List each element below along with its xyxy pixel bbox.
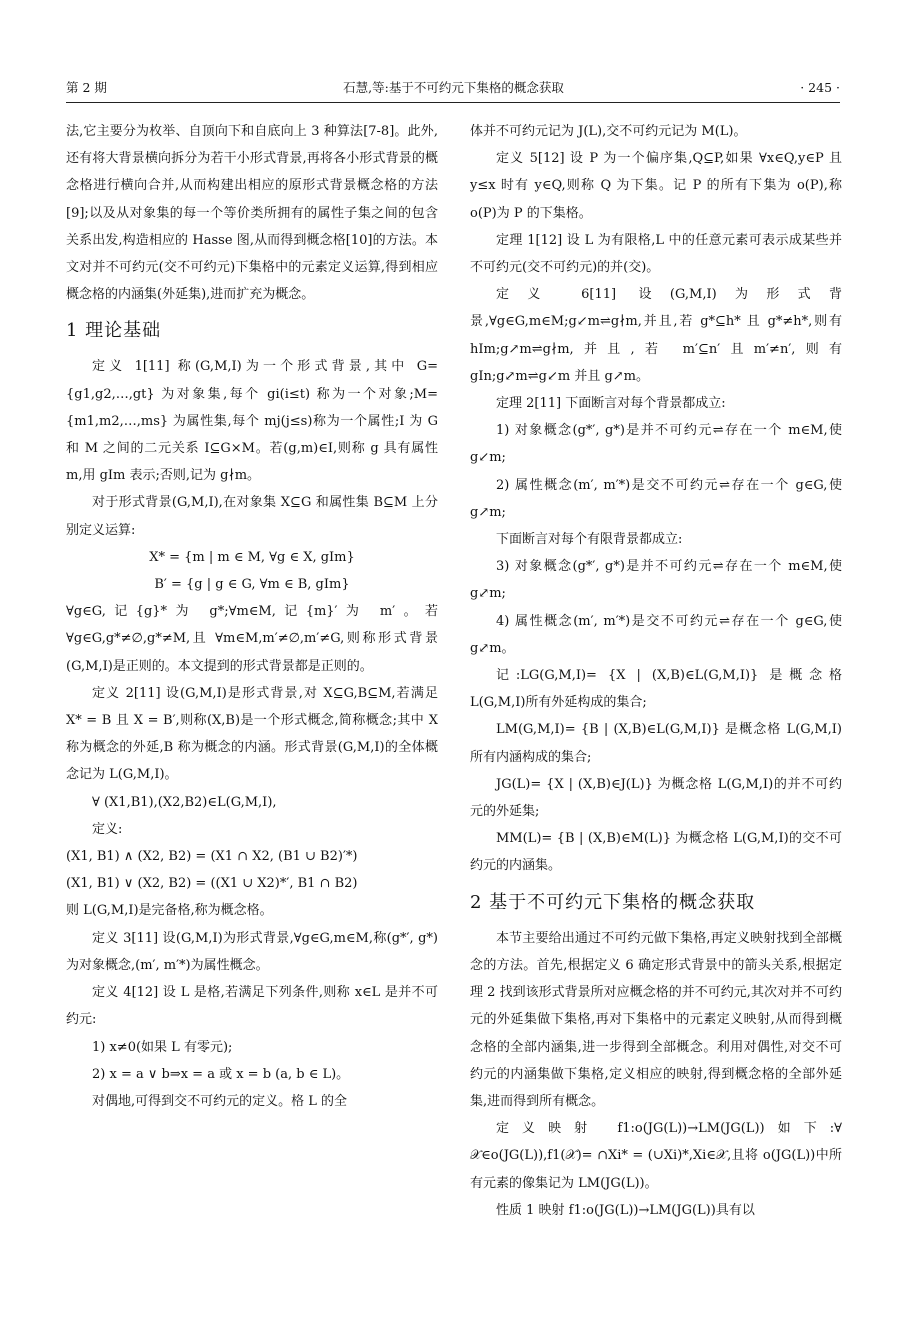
paragraph: 定理 1[12] 设 L 为有限格,L 中的任意元素可表示成某些并不可约元(交不可约元)的并(交)。 [470,232,842,276]
paragraph: 则 L(G,M,I)是完备格,称为概念格。 [66,903,273,919]
paragraph: 定义 6[11] 设(G,M,I)为形式背景,∀g∈G,m∈M;g↙m⇌g∤m,并且,若 g*⊆h* 且 g*≠h*,则有 hIm;g↗m⇌g∤m,并且,若 m′⊆n′且m′≠n′,则有 gIn;g⤢m⇌g↙m 并且 g↗m。 [470,287,842,384]
paragraph: 对于形式背景(G,M,I),在对象集 X⊆G 和属性集 B⊆M 上分别定义运算: [66,495,438,538]
paragraph: 性质 1 映射 f1:o(JG(L))→LM(JG(L))具有以 [496,1202,755,1218]
paragraph: 3) 对象概念(g*′, g*)是并不可约元⇌存在一个 m∈M,使 g⤢m; [470,559,842,602]
paragraph: 1) 对象概念(g*′, g*)是并不可约元⇌存在一个 m∈M,使 g↙m; [470,423,842,466]
paragraph: LM(G,M,I)= {B | (X,B)∈L(G,M,I)} 是概念格 L(G,M,I)所有内涵构成的集合; [470,722,842,765]
running-title: 石慧,等:基于不可约元下集格的概念获取 [343,80,564,95]
right-column [470,118,842,1224]
paragraph: ∀ (X1,B1),(X2,B2)∈L(G,M,I), [92,794,277,810]
paragraph: (X1, B1) ∧ (X2, B2) = (X1 ∩ X2, (B1 ∪ B2)′*) [66,849,358,865]
page-number: · 245 · [800,80,840,95]
left-column [66,118,438,1115]
paragraph: (X1, B1) ∨ (X2, B2) = ((X1 ∪ X2)*′, B1 ∩ B2) [66,876,358,892]
paragraph: 2) 属性概念(m′, m′*)是交不可约元⇌存在一个 g∈G,使 g↗m; [470,477,842,520]
issue-number: 第 2 期 [66,80,107,95]
paragraph: 体并不可约元记为 J(L),交不可约元记为 M(L)。 [470,124,747,139]
paragraph: 2) x = a ∨ b⇒x = a 或 x = b (a, b ∈ L)。 [92,1066,350,1082]
paragraph: 4) 属性概念(m′, m′*)是交不可约元⇌存在一个 g∈G,使 g⤢m。 [470,613,842,656]
paragraph: 下面断言对每个有限背景都成立: [496,532,683,548]
paragraph: 定理 2[11] 下面断言对每个背景都成立: [496,396,726,412]
paragraph: 定义 1[11] 称(G,M,I)为一个形式背景,其中 G={g1,g2,…,gt} 为对象集,每个 gi(i≤t) 称为一个对象;M={m1,m2,…,ms} 为属性集,每个 mj(j≤s)称为一个属性;I 为 G 和 M 之间的二元关系 I⊆G×M。若(g,m)∈I,则称 g 具有属性 m,用 gIm 表示;否则,记为 g∤m。 [66,359,438,484]
paragraph: 定义: [92,821,123,837]
paragraph: 1) x≠0(如果 L 有零元); [92,1039,233,1055]
paragraph: 定义 5[12] 设 P 为一个偏序集,Q⊆P,如果 ∀x∈Q,y∈P 且 y≤x 时有 y∈Q,则称 Q 为下集。记 P 的所有下集为 o(P),称 o(P)为 P 的下集格。 [470,151,842,221]
equation: B′ = {g | g ∈ G, ∀m ∈ B, gIm} [154,577,350,593]
paragraph: 定义 4[12] 设 L 是格,若满足下列条件,则称 x∈L 是并不可约元: [66,985,438,1028]
paragraph: 定义映射 f1:o(JG(L))→LM(JG(L))如下:∀ 𝒳∈o(JG(L)),f1(𝒳)= ∩Xi* = (∪Xi)*,Xi∈𝒳,且将 o(JG(L))中所有元素的像集记为 LM(JG(L))。 [470,1121,842,1191]
paragraph: JG(L)= {X | (X,B)∈J(L)} 为概念格 L(G,M,I)的并不可约元的外延集; [470,776,842,820]
paragraph: ∀g∈G,记{g}*为 g*;∀m∈M,记{m}′为 m′。若 ∀g∈G,g*≠∅,g*≠M,且 ∀m∈M,m′≠∅,m′≠G,则称形式背景(G,M,I)是正则的。本文提到的形式背景都是正则的。 [66,604,438,674]
paragraph: 记:LG(G,M,I)= {X | (X,B)∈L(G,M,I)} 是概念格 L(G,M,I)所有外延构成的集合; [470,668,842,711]
paragraph: 法,它主要分为枚举、自顶向下和自底向上 3 种算法[7-8]。此外,还有将大背景横向拆分为若干小形式背景,再将各小形式背景的概念格进行横向合并,从而构建出相应的原形式背景概念格的方法[9];以及从对象集的每一个等价类所拥有的属性子集之间的包含关系出发,构造相应的 Hasse 图,从而得到概念格[10]的方法。本文对并不可约元(交不可约元)下集格中的元素定义运算,得到相应概念格的内涵集(外延集),进而扩充为概念。 [66,124,438,303]
paragraph: 定义 2[11] 设(G,M,I)是形式背景,对 X⊆G,B⊆M,若满足 X* = B 且 X = B′,则称(X,B)是一个形式概念,简称概念;其中 X 称为概念的外延,B 称为概念的内涵。形式背景(G,M,I)的全体概念记为 L(G,M,I)。 [66,685,438,783]
header-rule [66,102,840,103]
paragraph: MM(L)= {B | (X,B)∈M(L)} 为概念格 L(G,M,I)的交不可约元的内涵集。 [470,831,842,874]
section-heading: 2 基于不可约元下集格的概念获取 [470,891,756,913]
equation: X* = {m | m ∈ M, ∀g ∈ X, gIm} [149,549,355,565]
paragraph: 对偶地,可得到交不可约元的定义。格 L 的全 [92,1093,348,1109]
paragraph: 本节主要给出通过不可约元做下集格,再定义映射找到全部概念的方法。首先,根据定义 6 确定形式背景中的箭头关系,根据定理 2 找到该形式背景所对应概念格的并不可约元,其次对并不可约元的外延集做下集格,再对下集格中的元素定义映射,从而得到概念格的全部内涵集,进一步得到全部概念。利用对偶性,对交不可约元的内涵集做下集格,定义相应的映射,得到概念格的全部外延集,进而得到所有概念。 [470,930,842,1109]
section-heading: 1 理论基础 [66,320,162,342]
paragraph: 定义 3[11] 设(G,M,I)为形式背景,∀g∈G,m∈M,称(g*′, g*)为对象概念,(m′, m′*)为属性概念。 [66,930,438,973]
